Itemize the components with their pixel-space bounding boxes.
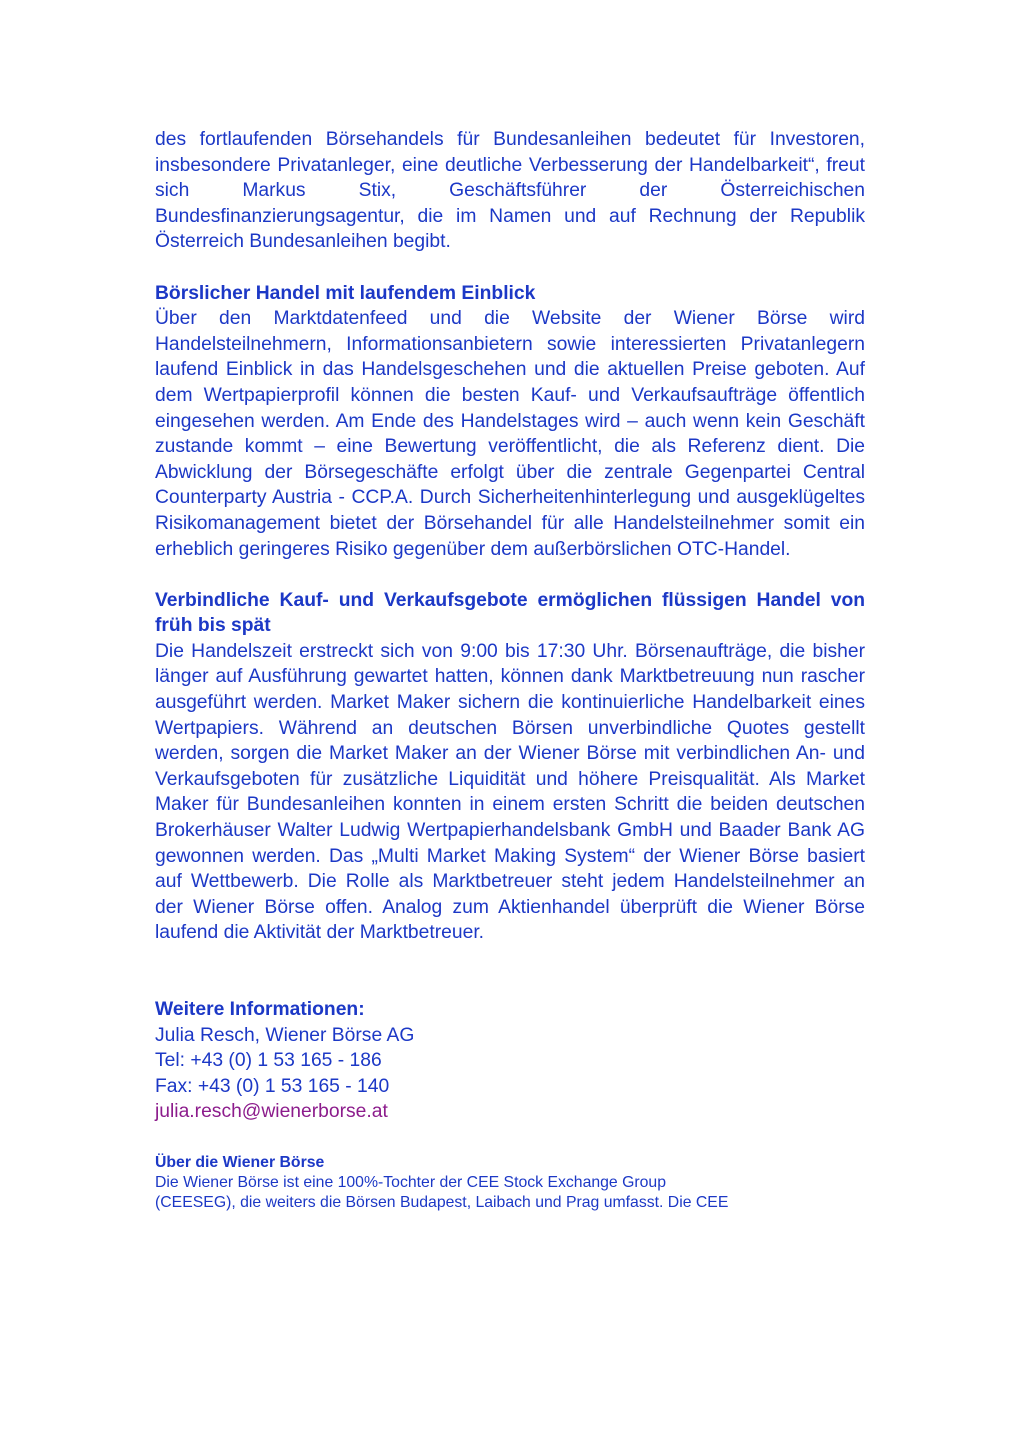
section2-heading: Verbindliche Kauf- und Verkaufsgebote ermöglichen flüssigen Handel von früh bis spät [155,589,865,637]
contact-email-link[interactable]: julia.resch@wienerborse.at [155,1101,388,1123]
section1-heading: Börslicher Handel mit laufendem Einblick [155,282,536,304]
spacer [155,1125,865,1153]
document-page [155,127,865,1213]
spacer [155,562,865,588]
intro-paragraph: des fortlaufenden Börsehandels für Bundesanleihen bedeutet für Investoren, insbesondere Privatanleger, eine deutliche Verbesserung der Handelbarkeit“, freut sich Markus Stix, Geschäftsführer der Österreichischen Bundesfinanzierungsagentur, die im Namen und auf Rechnung der Republik Österreich Bundesanleihen begibt. [155,129,865,253]
section1-paragraph: Über den Marktdatenfeed und die Website der Wiener Börse wird Handelsteilnehmern, Informationsanbietern sowie interessierten Privatanlegern laufend Einblick in das Handelsgeschehen und die aktuellen Preise geboten. Auf dem Wertpapierprofil können die besten Kauf- und Verkaufsaufträge öffentlich eingesehen werden. Am Ende des Handelstages wird – auch wenn kein Geschäft zustande kommt – eine Bewertung veröffentlicht, die als Referenz dient. Die Abwicklung der Börsegeschäfte erfolgt über die zentrale Gegenpartei Central Counterparty Austria - CCP.A. Durch Sicherheitenhinterlegung und ausgeklügeltes Risikomanagement bietet der Börsehandel für alle Handelsteilnehmer somit ein erheblich geringeres Risiko gegenüber dem außerbörslichen OTC-Handel. [155,308,865,560]
spacer [155,255,865,281]
about-line-2: (CEESEG), die weiters die Börsen Budapest, Laibach und Prag umfasst. Die CEE [155,1193,729,1211]
about-heading: Über die Wiener Börse [155,1153,325,1171]
contact-name: Julia Resch, Wiener Börse AG [155,1024,415,1046]
contact-fax: Fax: +43 (0) 1 53 165 - 140 [155,1075,390,1097]
contact-heading: Weitere Informationen: [155,999,365,1020]
contact-tel: Tel: +43 (0) 1 53 165 - 186 [155,1050,382,1072]
spacer [155,946,865,997]
about-line-1: Die Wiener Börse ist eine 100%-Tochter der CEE Stock Exchange Group [155,1173,667,1191]
section2-paragraph: Die Handelszeit erstreckt sich von 9:00 bis 17:30 Uhr. Börsenaufträge, die bisher länger auf Ausführung gewartet hatten, können dank Marktbetreuung nun rascher ausgeführt werden. Market Maker sichern die kontinuierliche Handelbarkeit eines Wertpapiers. Während an deutschen Börsen unverbindliche Quotes gestellt werden, sorgen die Market Maker an der Wiener Börse mit verbindlichen An- und Verkaufsgeboten für zusätzliche Liquidität und höhere Preisqualität. Als Market Maker für Bundesanleihen konnten in einem ersten Schritt die beiden deutschen Brokerhäuser Walter Ludwig Wertpapierhandelsbank GmbH und Baader Bank AG gewonnen werden. Das „Multi Market Making System“ der Wiener Börse basiert auf Wettbewerb. Die Rolle als Marktbetreuer steht jedem Handelsteilnehmer an der Wiener Börse offen. Analog zum Aktienhandel überprüft die Wiener Börse laufend die Aktivität der Marktbetreuer. [155,640,865,944]
